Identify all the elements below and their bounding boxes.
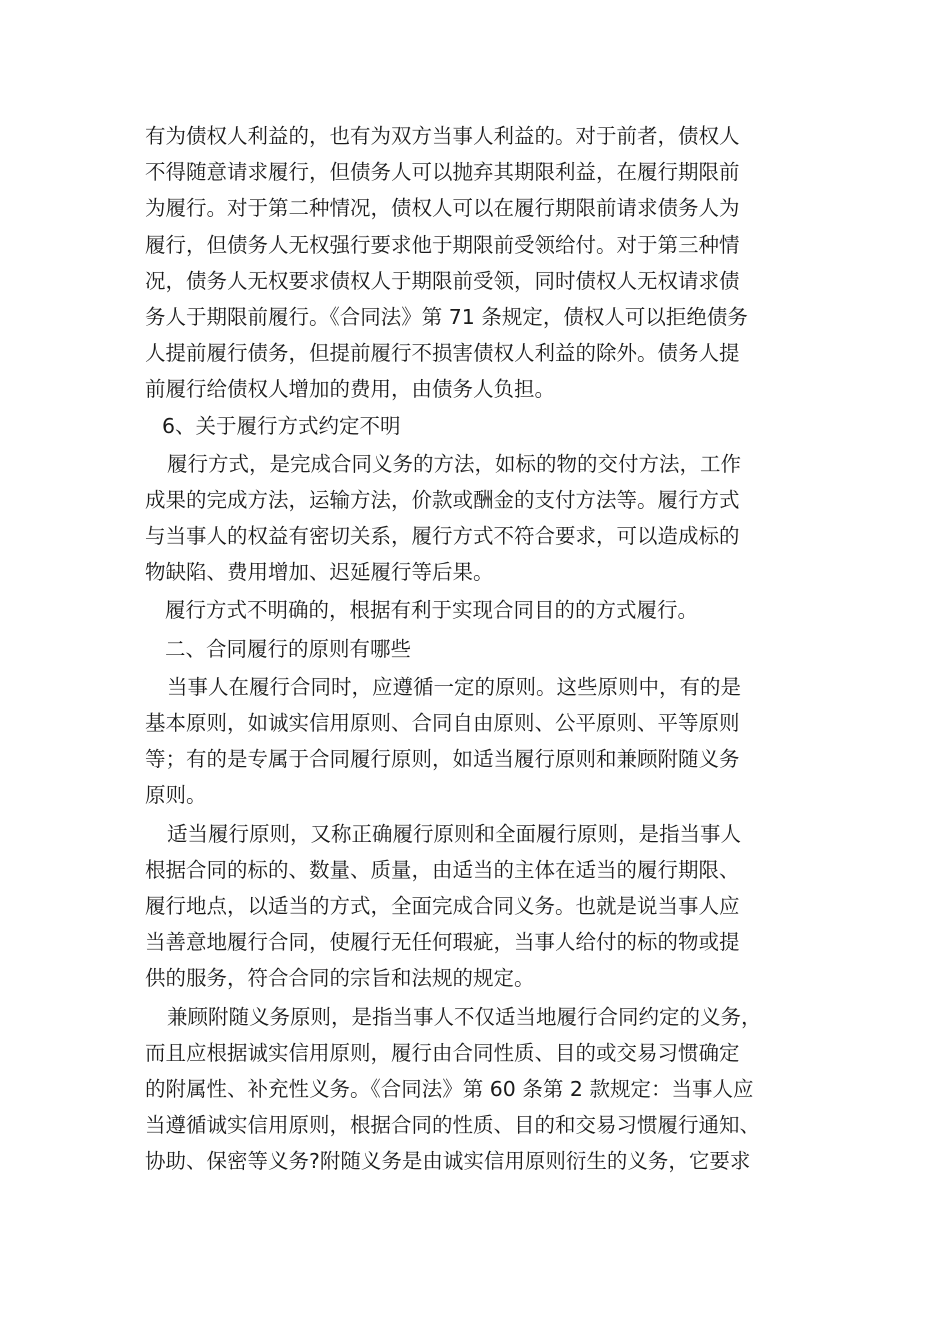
text-line: 根据合同的标的、数量、质量，由适当的主体在适当的履行期限、: [145, 857, 740, 882]
text-line: 物缺陷、费用增加、迟延履行等后果。: [145, 560, 494, 585]
paragraph-p6: [145, 669, 815, 814]
text-line: 履行方式不明确的，根据有利于实现合同目的的方式履行。: [165, 598, 698, 623]
paragraph-p1: [145, 118, 815, 408]
text-line: 的附属性、补充性义务。《合同法》第 60 条第 2 款规定：当事人应: [145, 1076, 754, 1101]
text-line: 与当事人的权益有密切关系，履行方式不符合要求，可以造成标的: [145, 524, 740, 549]
text-line: 履行，但债务人无权强行要求他于期限前受领给付。对于第三种情: [145, 232, 740, 257]
text-line: 兼顾附随义务原则，是指当事人不仅适当地履行合同约定的义务，: [167, 1004, 762, 1029]
text-line: 不得随意请求履行，但债务人可以抛弃其期限利益，在履行期限前: [145, 160, 740, 185]
text-line: 履行地点，以适当的方式，全面完成合同义务。也就是说当事人应: [145, 893, 740, 918]
text-line: 况，债务人无权要求债权人于期限前受领，同时债权人无权请求债: [145, 268, 740, 293]
text-line: 二、合同履行的原则有哪些: [165, 636, 411, 661]
paragraph-p4: [145, 592, 815, 628]
text-line: 协助、保密等义务?附随义务是由诚实信用原则衍生的义务，它要求: [145, 1149, 751, 1174]
text-line: 原则。: [145, 783, 207, 808]
text-line: 前履行给债权人增加的费用，由债务人负担。: [145, 377, 555, 402]
text-line: 供的服务，符合合同的宗旨和法规的规定。: [145, 966, 535, 991]
text-line: 为履行。对于第二种情况，债权人可以在履行期限前请求债务人为: [145, 196, 740, 221]
text-line: 成果的完成方法，运输方法，价款或酬金的支付方法等。履行方式: [145, 487, 740, 512]
text-line: 等；有的是专属于合同履行原则，如适当履行原则和兼顾附随义务: [145, 747, 740, 772]
text-line: 当善意地履行合同，使履行无任何瑕疵，当事人给付的标的物或提: [145, 930, 740, 955]
text-line: 履行方式，是完成合同义务的方法，如标的物的交付方法，工作: [167, 451, 741, 476]
text-line: 6、关于履行方式约定不明: [162, 413, 401, 438]
paragraph-p7: [145, 816, 815, 997]
text-line: 当遵循诚实信用原则，根据合同的性质、目的和交易习惯履行通知、: [145, 1113, 760, 1138]
text-line: 当事人在履行合同时，应遵循一定的原则。这些原则中，有的是: [167, 674, 741, 699]
text-line: 有为债权人利益的，也有为双方当事人利益的。对于前者，债权人: [145, 124, 740, 148]
text-line: 而且应根据诚实信用原则，履行由合同性质、目的或交易习惯确定: [145, 1040, 740, 1065]
paragraph-p2: [145, 408, 815, 444]
paragraph-p5: [145, 631, 815, 667]
text-line: 务人于期限前履行。《合同法》第 71 条规定，债权人可以拒绝债务: [145, 304, 748, 329]
text-line: 适当履行原则，又称正确履行原则和全面履行原则，是指当事人: [167, 821, 741, 846]
document-body: [145, 118, 815, 1179]
text-line: 人提前履行债务，但提前履行不损害债权人利益的除外。债务人提: [145, 341, 740, 366]
paragraph-p8: [145, 999, 815, 1180]
text-line: 基本原则，如诚实信用原则、合同自由原则、公平原则、平等原则: [145, 711, 740, 735]
paragraph-p3: [145, 446, 815, 591]
